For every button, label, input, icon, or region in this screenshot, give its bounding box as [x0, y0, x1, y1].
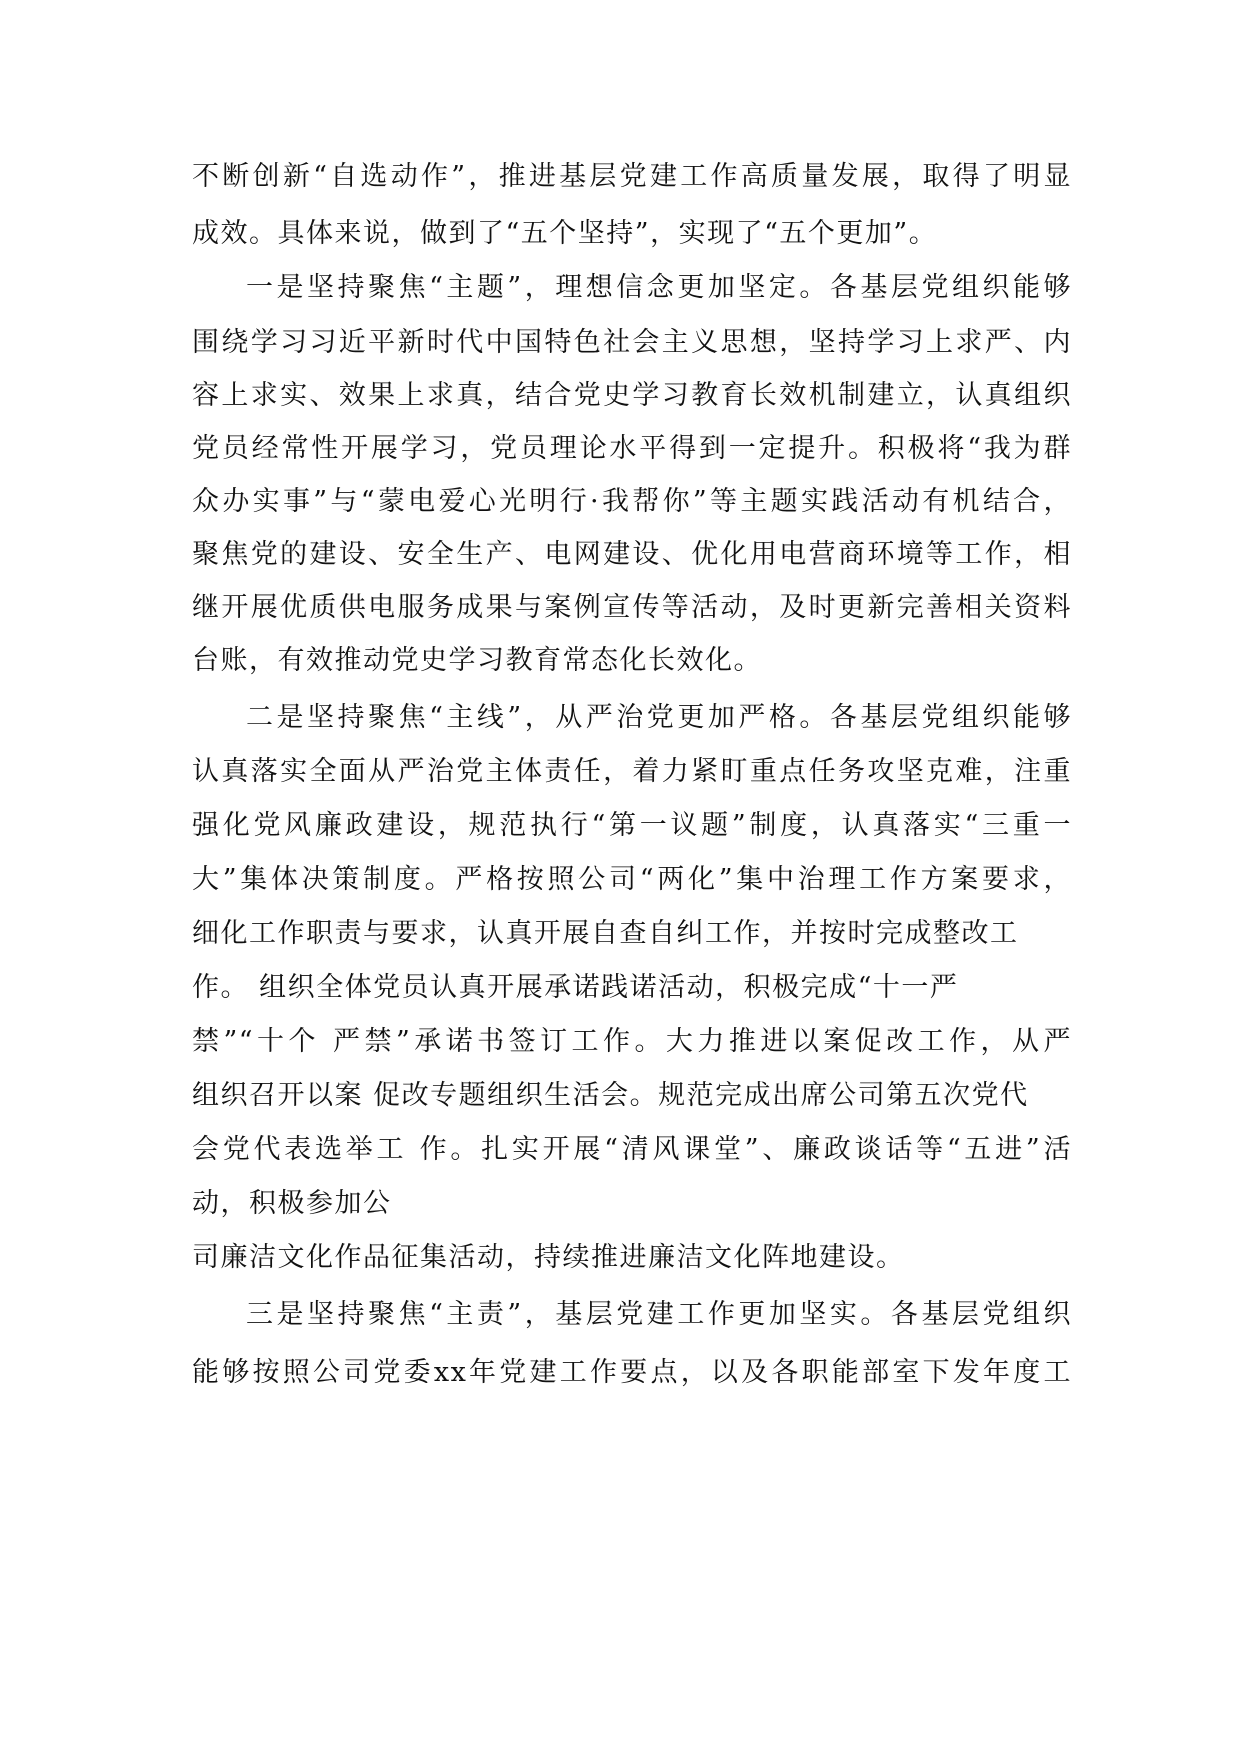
text-line: 大”集体决策制度。严格按照公司“两化”集中治理工作方案要求， [192, 864, 1072, 895]
text-line: 不断创新“自选动作”，推进基层党建工作高质量发展，取得了明显 [192, 161, 1072, 192]
text-line: 围绕学习习近平新时代中国特色社会主义思想，坚持学习上求严、内 [192, 327, 1072, 358]
text-line: 细化工作职责与要求，认真开展自查自纠工作，并按时完成整改工 [192, 918, 1019, 949]
text-line: 司廉洁文化作品征集活动，持续推进廉洁文化阵地建设。 [192, 1242, 905, 1273]
text-line: 会党代表选举工 作。扎实开展“清风课堂”、廉政谈话等“五进”活 [192, 1134, 1072, 1165]
text-line: 台账，有效推动党史学习教育常态化长效化。 [192, 645, 762, 676]
text-line: 党员经常性开展学习，党员理论水平得到一定提升。积极将“我为群 [192, 433, 1072, 464]
text-line: 组织召开以案 促改专题组织生活会。规范完成出席公司第五次党代 [192, 1080, 1029, 1111]
paragraph-first-line: 二是坚持聚焦“主线”，从严治党更加严格。各基层党组织能够 [246, 702, 1072, 733]
text-line: 禁”“十个 严禁”承诺书签订工作。大力推进以案促改工作，从严 [192, 1026, 1072, 1057]
text-line: 继开展优质供电服务成果与案例宣传等活动，及时更新完善相关资料 [192, 592, 1072, 623]
text-line: 动，积极参加公 [192, 1188, 392, 1219]
text-line: 认真落实全面从严治党主体责任，着力紧盯重点任务攻坚克难，注重 [192, 756, 1072, 787]
text-line: 作。 组织全体党员认真开展承诺践诺活动，积极完成“十一严 [192, 972, 959, 1003]
text-line: 成效。具体来说，做到了“五个坚持”，实现了“五个更加”。 [192, 218, 938, 249]
text-line: 众办实事”与“蒙电爱心光明行·我帮你”等主题实践活动有机结合， [192, 486, 1072, 517]
text-line: 强化党风廉政建设，规范执行“第一议题”制度，认真落实“三重一 [192, 810, 1072, 841]
text-line: 聚焦党的建设、安全生产、电网建设、优化用电营商环境等工作，相 [192, 539, 1072, 570]
paragraph-first-line: 三是坚持聚焦“主责”，基层党建工作更加坚实。各基层党组织 [246, 1299, 1072, 1330]
text-line: 能够按照公司党委xx年党建工作要点，以及各职能部室下发年度工 [192, 1357, 1072, 1388]
text-line: 容上求实、效果上求真，结合党史学习教育长效机制建立，认真组织 [192, 380, 1072, 411]
paragraph-first-line: 一是坚持聚焦“主题”，理想信念更加坚定。各基层党组织能够 [246, 272, 1072, 303]
